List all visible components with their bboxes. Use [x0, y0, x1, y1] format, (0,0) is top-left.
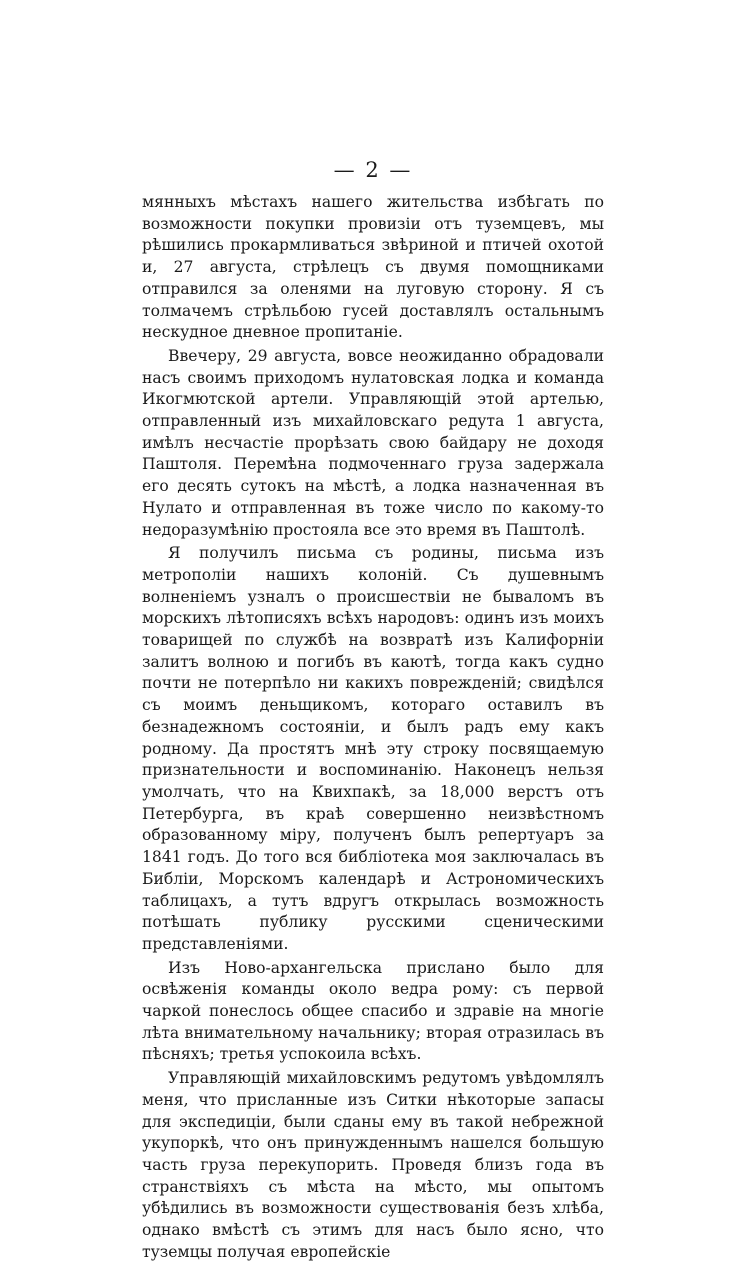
paragraph-rum: Изъ Ново-архангельска прислано было для освѣженія команды около ведра рому: съ первой чаркой понеслось общее спасибо и здравіе на многіе лѣта внимательному начальнику; вторая отразилась въ пѣсняхъ; третья успокоила всѣхъ.: [142, 958, 604, 1064]
page-number: — 2 —: [333, 158, 413, 182]
paragraph-arrival: Ввечеру, 29 августа, вовсе неожиданно обрадовали насъ своимъ приходомъ нулатовская лодка и команда Икогмютской артели. Управляющій этой артелью, отправленный изъ михайловскаго редута 1 августа, имѣлъ несчастіе прорѣзать свою байдару не доходя Паштоля. Перемѣна подмоченнаго груза задержала его десять сутокъ на мѣстѣ, а лодка назначенная въ Нулато и отправленная въ тоже число по какому-то недоразумѣнію простояла все это время въ Паштолѣ.: [142, 346, 604, 539]
paragraph-letters: Я получилъ письма съ родины, письма изъ метрополіи нашихъ колоній. Съ душевнымъ волненіемъ узналъ о происшествіи не бываломъ въ морскихъ лѣтописяхъ всѣхъ народовъ: одинъ изъ моихъ товарищей по службѣ на возвратѣ изъ Калифорніи залитъ волною и погибъ въ каютѣ, тогда какъ судно почти не потерпѣло ни какихъ поврежденій; свидѣлся съ моимъ деньщикомъ, котораго оставилъ въ безнадежномъ состояніи, и былъ радъ ему какъ родному. Да простятъ мнѣ эту строку посвящаемую признательности и воспоминанію. Наконецъ нельзя умолчать, что на Квихпакѣ, за 18,000 верстъ отъ Петербурга, въ краѣ совершенно неизвѣстномъ образованному міру, полученъ былъ репертуаръ за 1841 годъ. До того вся библіотека моя заключалась въ Библіи, Морскомъ календарѣ и Астрономическихъ таблицахъ, а тутъ вдругъ открылась возможность потѣшать публику русскими сценическими представленіями.: [142, 544, 604, 953]
document-page: [142, 158, 604, 1263]
paragraph-supplies: Управляющій михайловскимъ редутомъ увѣдомлялъ меня, что присланные изъ Ситки нѣкоторые запасы для экспедиціи, были сданы ему въ такой небрежной укупоркѣ, что онъ принужденнымъ нашелся большую часть груза перекупорить. Проведя близъ года въ странствіяхъ съ мѣста на мѣсто, мы опытомъ убѣдились въ возможности существованія безъ хлѣба, однако вмѣстѣ съ этимъ для насъ было ясно, что туземцы получая европейскіе: [142, 1069, 604, 1261]
paragraph-continuation: мянныхъ мѣстахъ нашего жительства избѣгать по возможности покупки провизіи отъ туземцевъ, мы рѣшились прокармливаться звѣриной и птичей охотой и, 27 августа, стрѣлецъ съ двумя помощниками отправился за оленями на луговую сторону. Я съ толмачемъ стрѣльбою гусей доставлялъ остальнымъ нескудное дневное пропитаніе.: [142, 193, 604, 342]
